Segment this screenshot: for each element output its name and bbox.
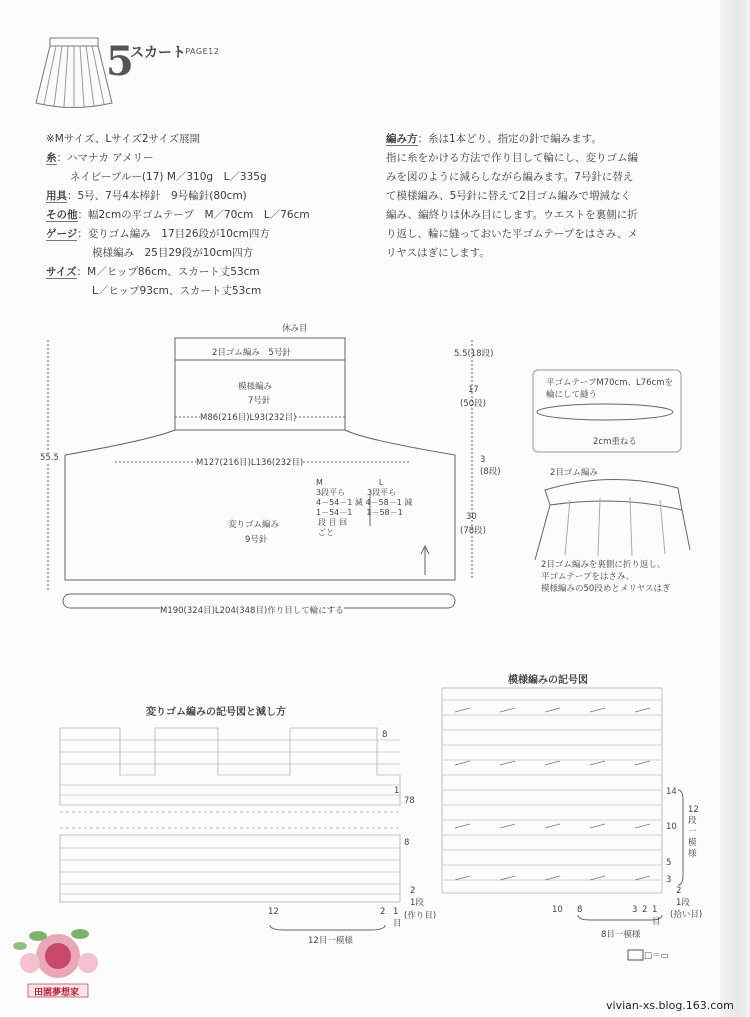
pat-col-unit: 目 bbox=[652, 917, 661, 927]
sizes-note: ※Mサイズ、Lサイズ2サイズ展開 bbox=[46, 133, 201, 145]
method-body: 指に糸をかける方法で作り目して輪にし、変りゴム編みを図のように減らしながら編みます。7号針に替えて模様編み、5号針に替えて2目ゴム編みで増減なく編み、編終りは休み目にします。ウエストを裏側に折り返し、輪に縫っておいた平ゴムテープをはさみ、メリヤスはぎにします。 bbox=[386, 152, 638, 259]
total-length: 55.5 bbox=[40, 453, 59, 463]
pat-col-1: 1 bbox=[652, 905, 658, 915]
dec-m-row1: 4－54－1 bbox=[316, 498, 353, 507]
rib-repeat: 12目一模様 bbox=[308, 936, 353, 946]
fold-note-1: 2目ゴム編みを裏側に折り返し、 bbox=[541, 560, 666, 570]
dec-m-row2: 1－54－1 bbox=[316, 508, 353, 517]
dim-pattern: 17 bbox=[468, 385, 479, 395]
gauge-value-1: ：変りゴム編み 17目26段が10cm四方 bbox=[77, 228, 270, 240]
pattern-chart-title: 模様編みの記号図 bbox=[508, 675, 588, 686]
yarn-value: ：ハマナカ アメリー bbox=[56, 152, 154, 164]
dim-mid-rows: (8段) bbox=[480, 467, 501, 477]
pat-row-14: 14 bbox=[666, 787, 677, 797]
rib-col-2: 2 bbox=[380, 907, 386, 917]
method-block bbox=[386, 130, 641, 263]
hip-width: M127(216目)L136(232目) bbox=[196, 458, 304, 468]
logo-text: 田園夢想家 bbox=[34, 988, 80, 998]
rib-col-12: 12 bbox=[268, 907, 279, 917]
decrease-table bbox=[316, 478, 412, 538]
dec-l-flat: 3段平ら bbox=[367, 488, 397, 497]
rib-col-1: 1 bbox=[393, 907, 399, 917]
page-reference: → PAGE12 bbox=[175, 47, 220, 56]
other-label: その他 bbox=[46, 209, 78, 221]
dec-m-head: M bbox=[316, 478, 323, 487]
pat-repeat-stitches: 8目一模様 bbox=[601, 930, 641, 940]
rest-stitch-label: 休み目 bbox=[282, 324, 308, 334]
rib-chart-grid bbox=[60, 728, 400, 902]
materials-block bbox=[46, 130, 310, 301]
rib-col-unit: 目 bbox=[393, 919, 402, 929]
dec-m-flat: 3段平ら bbox=[316, 488, 346, 497]
rib-row-1a: 1 bbox=[394, 786, 400, 796]
yarn-label: 糸 bbox=[46, 152, 57, 164]
gauge-label: ゲージ bbox=[46, 228, 78, 240]
pat-col-2: 2 bbox=[642, 905, 648, 915]
skirt-diagram bbox=[48, 338, 472, 608]
page-title: スカート bbox=[130, 45, 186, 61]
rib-row-8b: 8 bbox=[404, 838, 410, 848]
pat-col-8: 8 bbox=[577, 905, 583, 915]
tape-note: 平ゴムテープM70cm、L76cmを bbox=[546, 378, 674, 388]
cast-on-width: M190(324目)L204(348目)作り目して輪にする bbox=[160, 606, 344, 616]
pattern-number: 5 bbox=[106, 38, 134, 85]
pat-row-3: 3 bbox=[666, 875, 672, 885]
pat-repeat-rows: 12段一模様 bbox=[688, 805, 699, 859]
method-label: 編み方 bbox=[386, 133, 418, 145]
dim-pattern-rows: (50段) bbox=[460, 399, 486, 409]
pat-col-3: 3 bbox=[632, 905, 638, 915]
dim-mid: 3 bbox=[480, 455, 486, 465]
skirt-illustration bbox=[36, 38, 112, 108]
method-line1: ：糸は1本どり、指定の針で編みます。 bbox=[417, 133, 602, 145]
pat-row-5: 5 bbox=[666, 858, 672, 868]
dim-rib: 5.5(18段) bbox=[454, 349, 494, 359]
legend-box bbox=[628, 950, 643, 960]
fold-note-3: 模様編みの50段めとメリヤスはぎ bbox=[541, 584, 671, 594]
dec-columns: 段 目 回 bbox=[318, 518, 348, 527]
rib-chart-title: 変りゴム編みの記号図と減し方 bbox=[146, 707, 286, 718]
pat-row-1: 1段 bbox=[676, 898, 690, 908]
fold-note-2: 平ゴムテープをはさみ、 bbox=[541, 572, 635, 582]
size-l: L／ヒップ93cm、スカート丈53cm bbox=[92, 285, 262, 297]
ribvar-label: 変りゴム編み bbox=[228, 520, 280, 530]
dim-body: 30 bbox=[466, 512, 477, 522]
rib-label: 2目ゴム編み 5号針 bbox=[212, 348, 291, 358]
tools-label: 用具 bbox=[46, 190, 67, 202]
dim-body-rows: (78段) bbox=[460, 526, 486, 536]
pat-pick-up: (拾い目) bbox=[670, 910, 703, 920]
rib-row-8a: 8 bbox=[382, 730, 388, 740]
waist-width: M86(216目)L93(232目) bbox=[200, 413, 297, 423]
size-m: ：M／ヒップ86cm、スカート丈53cm bbox=[76, 266, 260, 278]
rib-row-2: 2 bbox=[410, 886, 416, 896]
ribvar-needle: 9号針 bbox=[245, 535, 268, 545]
dec-l-row2: 1－58－1 bbox=[366, 508, 403, 517]
pattern-chart-lines bbox=[442, 700, 662, 880]
blog-url: vivian-xs.blog.163.com bbox=[606, 999, 734, 1012]
pat-row-10: 10 bbox=[666, 822, 677, 832]
dec-m-reduce: 減 bbox=[354, 498, 363, 507]
dec-l-head: L bbox=[378, 478, 384, 487]
tools-value: ：5号、7号4本棒針 9号輪針(80cm) bbox=[67, 190, 247, 202]
rib-chart-lines bbox=[60, 740, 400, 894]
rib-cast-on: (作り目) bbox=[404, 911, 437, 921]
pat-row-2: 2 bbox=[676, 886, 682, 896]
tape-note-2: 輪にして縫う bbox=[546, 390, 598, 400]
pat-col-10: 10 bbox=[552, 905, 563, 915]
gauge-value-2: 模様編み 25目29段が10cm四方 bbox=[92, 247, 254, 259]
size-label: サイズ bbox=[46, 266, 77, 278]
dec-l-reduce: 減 bbox=[404, 498, 413, 507]
blog-logo bbox=[8, 918, 108, 1013]
pattern-chart-grid bbox=[442, 688, 662, 893]
dec-each: ごと bbox=[318, 528, 334, 537]
other-value: ：幅2cmの平ゴムテープ M／70cm L／76cm bbox=[77, 209, 310, 221]
rib-row-1: 1段 bbox=[410, 898, 424, 908]
pattern-cross-marks bbox=[455, 708, 650, 880]
pattern-label: 模様編み bbox=[238, 382, 273, 392]
yarn-color: ネイビーブルー(17) M／310g L／335g bbox=[70, 171, 267, 183]
pattern-needle: 7号針 bbox=[248, 396, 271, 406]
dec-l-row1: 4－58－1 bbox=[365, 498, 402, 507]
waist-rib-label: 2目ゴム編み bbox=[550, 468, 598, 478]
legend-text: □＝▭ bbox=[644, 951, 669, 961]
overlap-note: 2cm重ねる bbox=[593, 437, 637, 447]
rib-row-78: 78 bbox=[404, 796, 415, 806]
